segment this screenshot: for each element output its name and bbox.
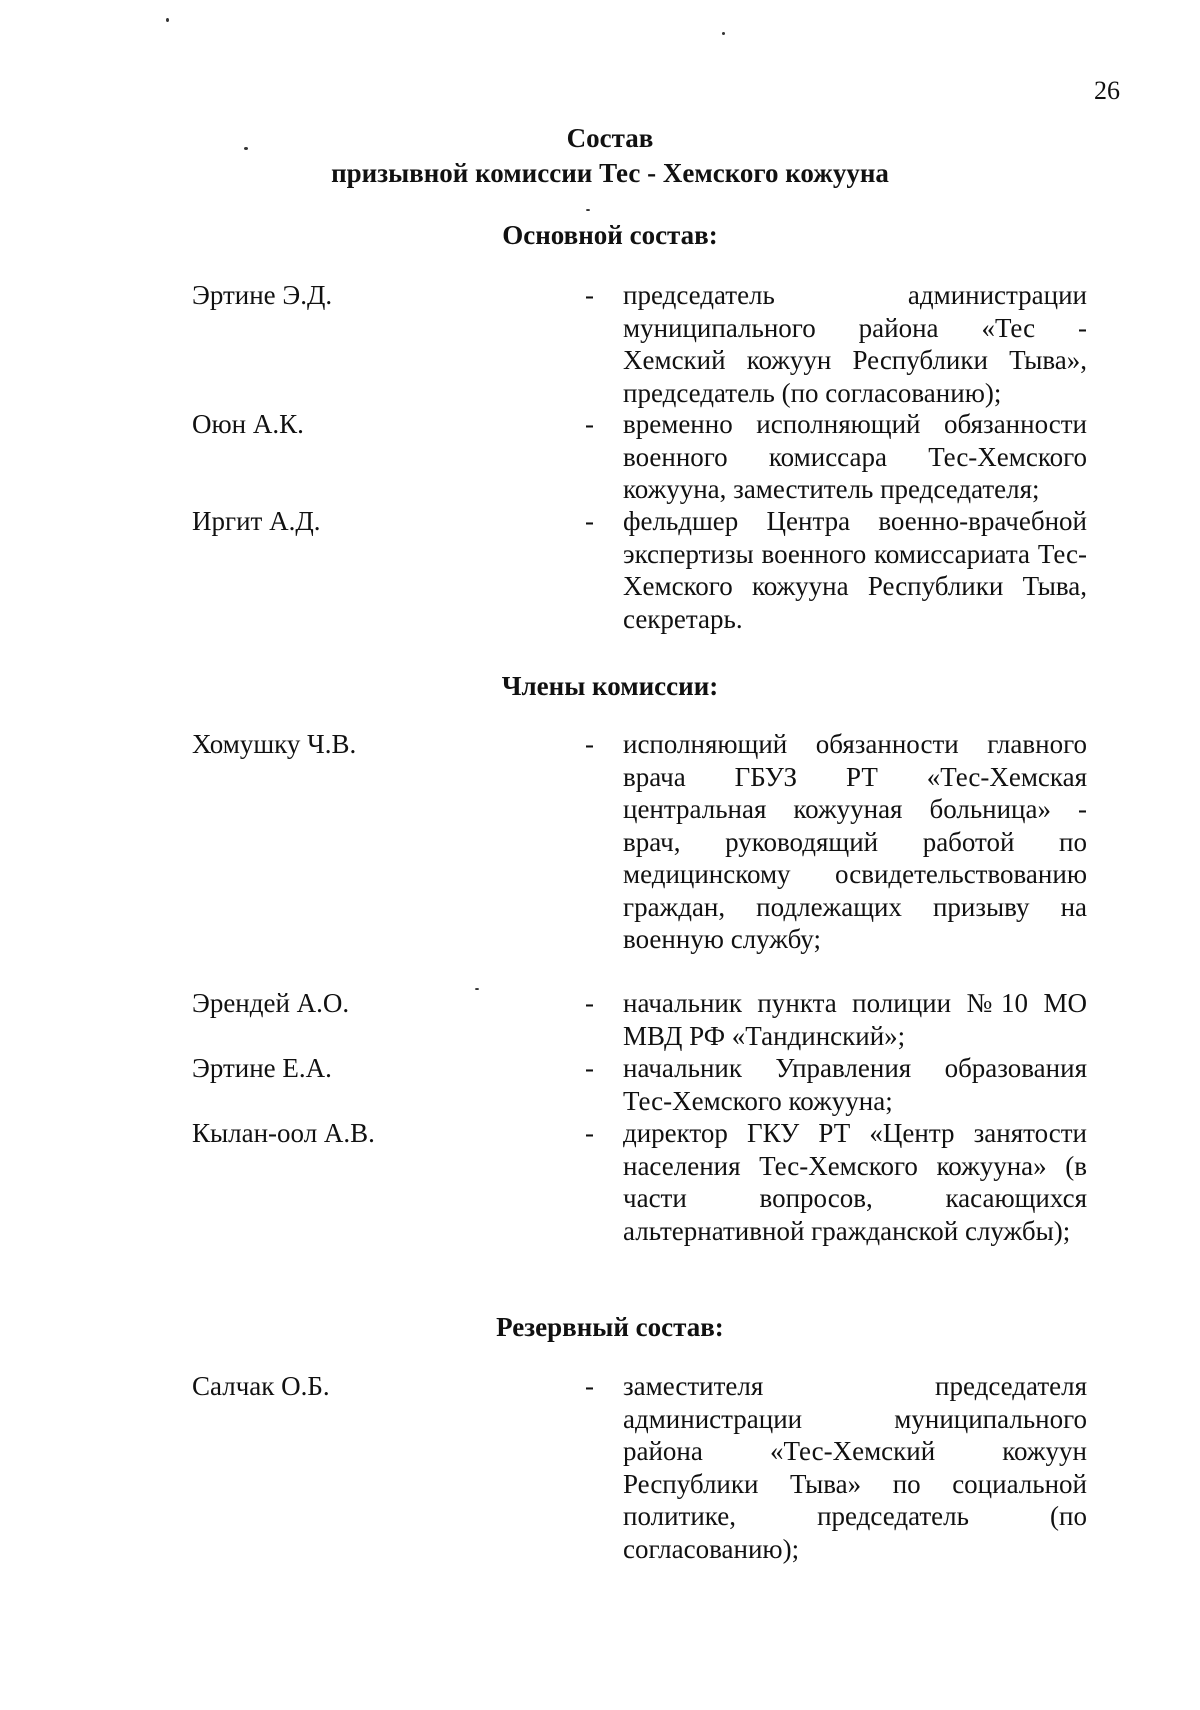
member-name: Салчак О.Б. xyxy=(192,1371,330,1401)
document-title: Состав xyxy=(566,123,654,153)
member-name: Хомушку Ч.В. xyxy=(192,729,357,759)
member-role: председатель администрации муниципального района «Тес - Хемский кожуун Республики Тыва», председатель (по согласованию); xyxy=(623,280,1087,408)
dash-separator: - xyxy=(585,506,594,536)
dash-separator: - xyxy=(585,280,594,310)
member-name: Эрендей А.О. xyxy=(192,988,350,1018)
member-name: Иргит А.Д. xyxy=(192,506,321,536)
dash-separator: - xyxy=(585,988,594,1018)
member-role: фельдшер Центра военно-врачебной экспертизы военного комиссариата Тес-Хемского кожууна Республики Тыва, секретарь. xyxy=(623,506,1087,634)
scan-speck xyxy=(586,209,590,211)
dash-separator: - xyxy=(585,1118,594,1148)
section-heading-main: Основной состав: xyxy=(502,220,718,250)
member-role: директор ГКУ РТ «Центр занятости населения Тес-Хемского кожууна» (в части вопросов, касающихся альтернативной гражданской службы); xyxy=(623,1118,1087,1246)
member-name: Эртине Е.А. xyxy=(192,1053,332,1083)
member-role: начальник пункта полиции №10 МО МВД РФ «Тандинский»; xyxy=(623,988,1087,1051)
member-role: заместителя председателя администрации муниципального района «Тес-Хемский кожуун Республики Тыва» по социальной политике, председатель (по согласованию); xyxy=(623,1371,1087,1564)
dash-separator: - xyxy=(585,729,594,759)
member-name: Оюн А.К. xyxy=(192,409,304,439)
member-role: начальник Управления образования Тес-Хемского кожууна; xyxy=(623,1053,1087,1116)
section-heading-members: Члены комиссии: xyxy=(501,671,719,701)
scan-speck xyxy=(722,32,725,35)
dash-separator: - xyxy=(585,1371,594,1401)
scan-speck xyxy=(475,988,479,990)
member-name: Кылан-оол А.В. xyxy=(192,1118,375,1148)
page-number: 26 xyxy=(1094,76,1120,105)
section-heading-reserve: Резервный состав: xyxy=(496,1312,724,1342)
member-role: исполняющий обязанности главного врача ГБУЗ РТ «Тес-Хемская центральная кожууная больница» - врач, руководящий работой по медицинскому освидетельствованию граждан, подлежащих призыву на военную службу; xyxy=(623,729,1087,954)
dash-separator: - xyxy=(585,409,594,439)
member-name: Эртине Э.Д. xyxy=(192,280,333,310)
scan-speck xyxy=(166,18,169,22)
member-role: временно исполняющий обязанности военного комиссара Тес-Хемского кожууна, заместитель председателя; xyxy=(623,409,1087,504)
dash-separator: - xyxy=(585,1053,594,1083)
document-subtitle: призывной комиссии Тес - Хемского кожууна xyxy=(331,158,889,188)
